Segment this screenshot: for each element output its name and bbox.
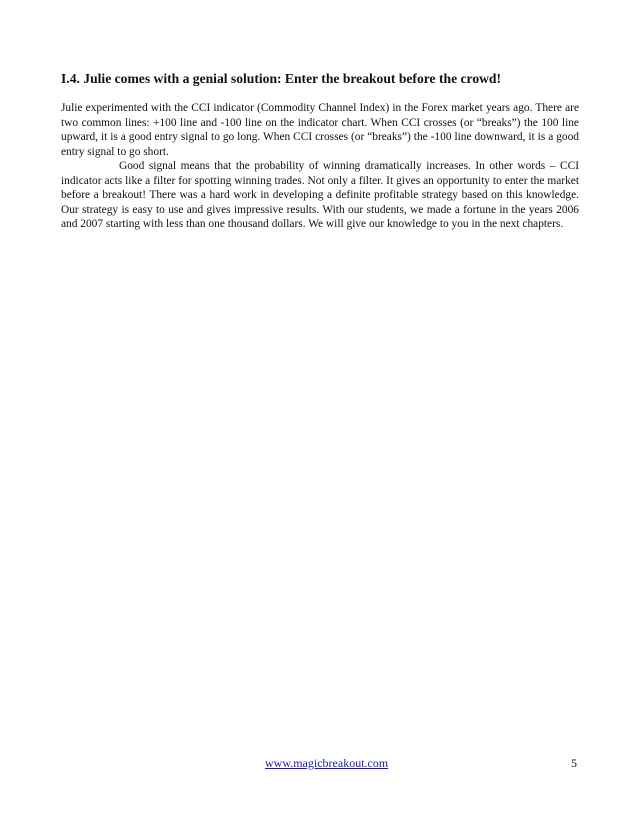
- page-footer: [61, 755, 579, 771]
- website-link[interactable]: www.magicbreakout.com: [265, 756, 389, 770]
- paragraph-good-signal: Good signal means that the probability of winning dramatically increases. In other words – CCI indicator acts like a filter for spotting winning trades. Not only a filter. It gives an opportunity to enter the market before a breakout! There was a hard work in developing a definite profitable strategy based on this knowledge. Our strategy is easy to use and gives impressive results. With our students, we made a fortune in the years 2006 and 2007 starting with less than one thousand dollars. We will give our knowledge to you in the next chapters.: [61, 160, 579, 230]
- document-page-content: [61, 70, 579, 232]
- page-number: 5: [571, 756, 577, 770]
- section-heading: I.4. Julie comes with a genial solution: Enter the breakout before the crowd!: [61, 71, 502, 86]
- paragraph-cci-lines: Julie experimented with the CCI indicator (Commodity Channel Index) in the Forex market years ago. There are two common lines: +100 line and -100 line on the indicator chart. When CCI crosses (or “breaks”) the 100 line upward, it is a good entry signal to go long. When CCI crosses (or “breaks”) the -100 line downward, it is a good entry signal to go short.: [61, 102, 579, 158]
